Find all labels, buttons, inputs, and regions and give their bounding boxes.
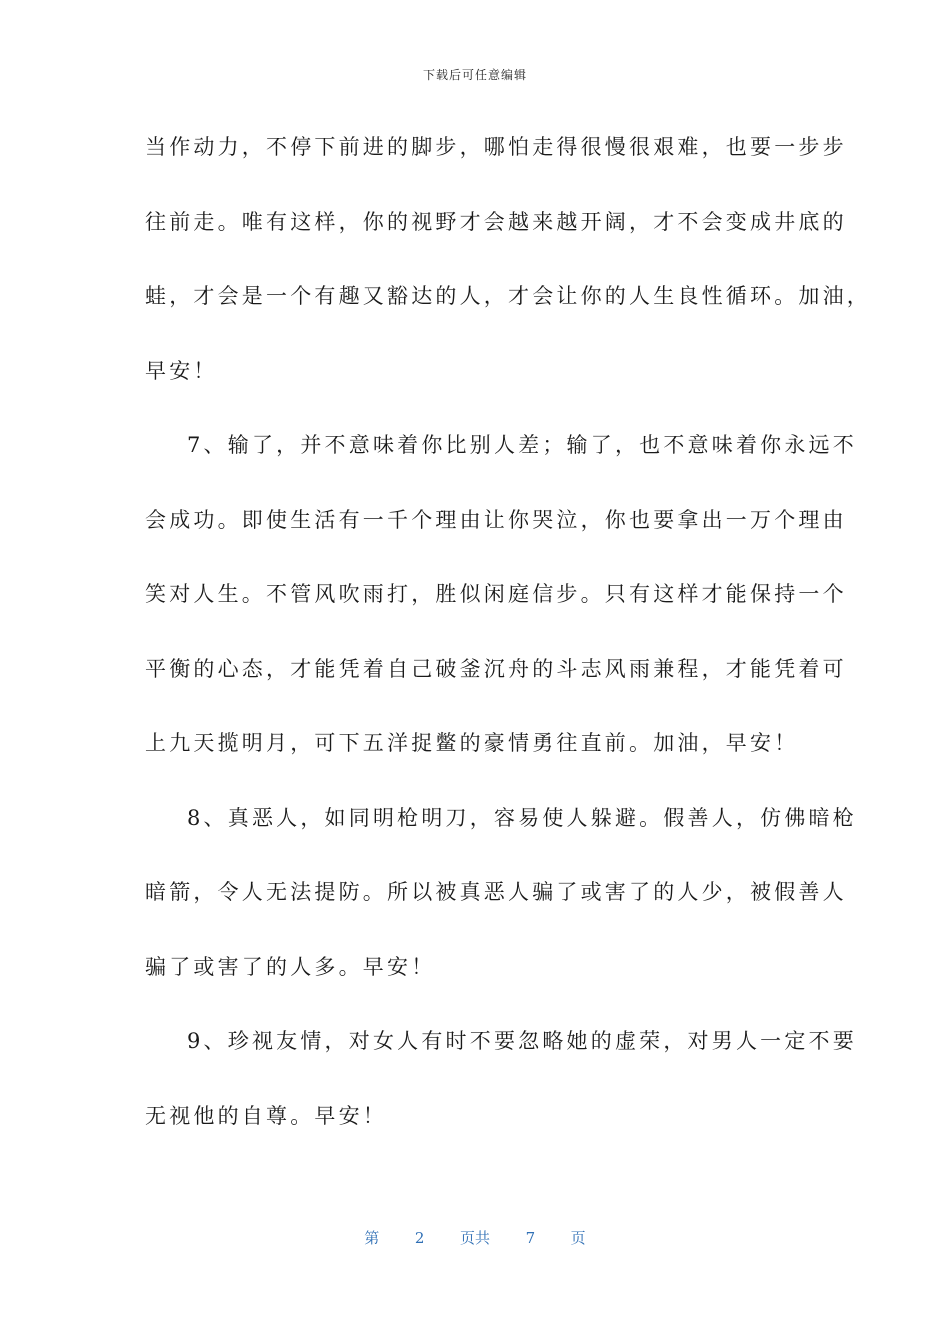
page-header-note: 下载后可任意编辑 xyxy=(422,68,527,82)
paragraph-line: 蛙，才会是一个有趣又豁达的人，才会让你的人生良性循环。加油， xyxy=(145,284,871,308)
document-body xyxy=(145,123,871,1166)
paragraph-line: 7、输了，并不意味着你比别人差；输了，也不意味着你永远不 xyxy=(187,433,857,457)
page-number-footer xyxy=(0,1227,950,1248)
page-mid: 页共 xyxy=(459,1229,490,1247)
paragraph-line: 骗了或害了的人多。早安！ xyxy=(145,954,436,979)
paragraph-line: 无视他的自尊。早安！ xyxy=(145,1103,387,1128)
paragraph-line: 早安！ xyxy=(145,358,218,383)
paragraph-line: 上九天揽明月，可下五洋捉鳖的豪情勇往直前。加油，早安！ xyxy=(145,731,799,755)
paragraph-line: 往前走。唯有这样，你的视野才会越来越开阔，才不会变成井底的 xyxy=(145,209,847,234)
paragraph-line: 笑对人生。不管风吹雨打，胜似闲庭信步。只有这样才能保持一个 xyxy=(145,582,847,606)
paragraph-line: 平衡的心态，才能凭着自己破釜沉舟的斗志风雨兼程，才能凭着可 xyxy=(145,656,847,681)
paragraph-line: 会成功。即使生活有一千个理由让你哭泣，你也要拿出一万个理由 xyxy=(145,507,847,532)
page-current: 2 xyxy=(414,1229,425,1247)
paragraph-line: 暗箭，令人无法提防。所以被真恶人骗了或害了的人少，被假善人 xyxy=(145,880,847,904)
paragraph-line: 9、珍视友情，对女人有时不要忽略她的虚荣，对男人一定不要 xyxy=(187,1029,857,1053)
page-prefix: 第 xyxy=(364,1229,380,1247)
page-suffix: 页 xyxy=(570,1229,586,1247)
paragraph-line: 8、真恶人，如同明枪明刀，容易使人躲避。假善人，仿佛暗枪 xyxy=(187,805,857,830)
paragraph-line: 当作动力，不停下前进的脚步，哪怕走得很慢很艰难，也要一步步 xyxy=(145,135,847,159)
page-total: 7 xyxy=(525,1229,536,1247)
